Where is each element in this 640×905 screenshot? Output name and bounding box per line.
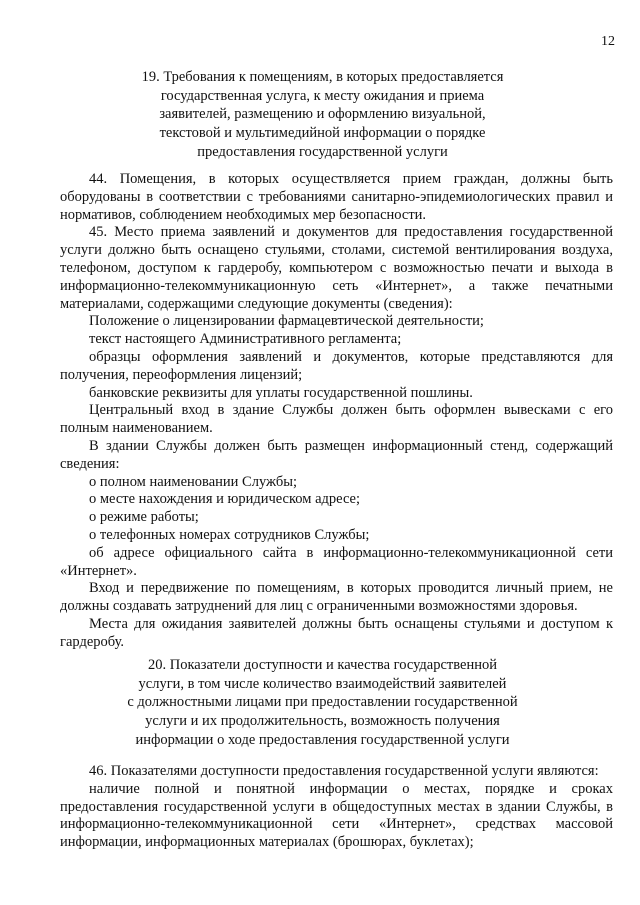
list-item: о полном наименовании Службы;: [89, 473, 297, 490]
list-item: Положение о лицензировании фармацевтической деятельности;: [89, 313, 484, 330]
list-item: банковские реквизиты для уплаты государственной пошлины.: [89, 384, 473, 401]
heading-line: услуги и их продолжительность, возможность получения: [145, 713, 500, 730]
list-item: о режиме работы;: [89, 509, 199, 526]
list-item: об адресе официального сайта в информационно-телекоммуникационной сети «Интернет».: [60, 544, 613, 579]
paragraph: В здании Службы должен быть размещен информационный стенд, содержащий сведения:: [60, 437, 613, 472]
paragraph-46: 46. Показателями доступности предоставления государственной услуги являются:: [89, 763, 599, 779]
section-20-body: [60, 763, 613, 852]
heading-line: услуги, в том числе количество взаимодействий заявителей: [138, 675, 507, 692]
heading-line: с должностными лицами при предоставлении государственной: [127, 694, 518, 711]
paragraph-44: 44. Помещения, в которых осуществляется прием граждан, должны быть оборудованы в соответствии с требованиями санитарно-эпидемиологических правил и нормативов, соблюдением необходимых мер безопасности.: [60, 171, 613, 223]
section-20-heading: [40, 656, 605, 750]
list-item: текст настоящего Административного регламента;: [89, 331, 402, 348]
section-19-body: [60, 171, 613, 652]
list-item: наличие полной и понятной информации о местах, порядке и сроках предоставления государственной услуги в общедоступных местах в здании Службы, в информационно-телекоммуникационной сети «Интернет», средствах массовой информации, информационных материалах (брошюрах, буклетах);: [60, 780, 613, 851]
heading-line: информации о ходе предоставления государственной услуги: [135, 731, 510, 748]
section-19-heading: [40, 68, 605, 162]
list-item: о телефонных номерах сотрудников Службы;: [89, 526, 370, 543]
paragraph: Центральный вход в здание Службы должен быть оформлен вывесками с его полным наименованием.: [60, 402, 613, 437]
list-item: образцы оформления заявлений и документов, которые представляются для получения, переоформления лицензий;: [60, 348, 613, 383]
heading-line: предоставления государственной услуги: [197, 143, 448, 160]
heading-line: 19. Требования к помещениям, в которых предоставляется: [141, 69, 504, 85]
heading-line: 20. Показатели доступности и качества государственной: [147, 657, 497, 673]
list-item: о месте нахождения и юридическом адресе;: [89, 491, 361, 508]
paragraph-45: 45. Место приема заявлений и документов для предоставления государственной услуги должно быть оснащено стульями, столами, системой вентилирования воздуха, телефоном, доступом к гардеробу, компьютером с возможностью печати и выхода в информационно-телекоммуникационную сеть «Интернет», а также печатными материалами, содержащими следующие документы (сведения):: [60, 224, 613, 312]
paragraph: Вход и передвижение по помещениям, в которых проводится личный прием, не должны создавать затруднений для лиц с ограниченными возможностями здоровья.: [60, 580, 613, 615]
heading-line: заявителей, размещению и оформлению визуальной,: [159, 106, 486, 123]
heading-line: текстовой и мультимедийной информации о порядке: [159, 125, 486, 142]
page-number: 12: [601, 34, 615, 49]
heading-line: государственная услуга, к месту ожидания и приема: [160, 87, 485, 104]
paragraph: Места для ожидания заявителей должны быть оснащены стульями и доступом к гардеробу.: [60, 615, 613, 650]
